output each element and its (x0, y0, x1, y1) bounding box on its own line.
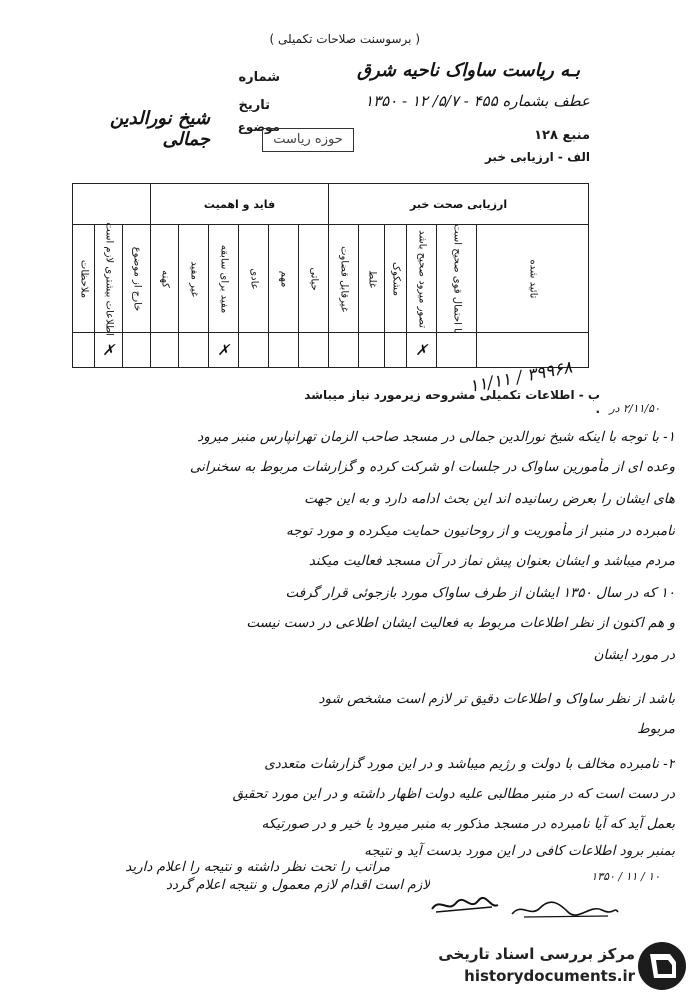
handwritten-file-number: ۱۱/۱۱ / ۳۹۹۶۸ (467, 357, 574, 398)
col-false: غلط (359, 225, 385, 333)
mark-cell (239, 333, 269, 368)
evaluation-table (72, 183, 589, 368)
body-line: ۱- با توجه با اینکه شیخ نورالدین جمالی در مسجد صاحب الزمان تهرانپارس منبر میرود (197, 429, 675, 445)
body-line: وعده ای از مأمورین ساواک در جلسات او شرکت کرده و گزارشات مربوط به سخنرانی (189, 459, 675, 475)
signature-date: ۱۰ / ۱۱ / ۱۳۵۰ (591, 870, 660, 883)
mark-cell (73, 333, 95, 368)
mark-cell: ✗ (407, 333, 437, 368)
mark-cell (179, 333, 209, 368)
section-a-heading: الف - ارزیابی خبر (484, 150, 590, 164)
col-important: مهم (269, 225, 299, 333)
mark-cell (329, 333, 359, 368)
group-empty (73, 184, 151, 225)
col-remarks: ملاحظات (73, 225, 95, 333)
source-line: منبع ۱۲۸ (534, 128, 590, 143)
body-line: مراتب را تحت نظر داشته و نتیجه را اعلام دارید (125, 859, 390, 875)
body-line: باشد از نظر ساواک و اطلاعات دقیق تر لازم است مشخص شود (318, 691, 675, 707)
group-importance: فاید و اهمیت (151, 184, 329, 225)
body-line: مربوط (637, 721, 675, 737)
body-line: در دست است که در منبر مطالبی علیه دولت اظهار داشته و در این مورد تحقیق (232, 786, 675, 802)
mark-cell: ✗ (95, 333, 123, 368)
col-confirmed: تائید شده (477, 225, 589, 333)
col-probably-true: با احتمال قوی صحیح است (437, 225, 477, 333)
mark-cell (299, 333, 329, 368)
mark-cell: ✗ (209, 333, 239, 368)
body-line: بمنبر برود اطلاعات کافی در این مورد بدست آید و نتیجه (364, 843, 675, 859)
document-subtitle: ( برسوسنت صلاحات تکمیلی ) (269, 32, 420, 46)
body-line: مردم میباشد و ایشان بعنوان پیش نماز در آن مسجد فعالیت میکند (308, 553, 675, 569)
section-b-heading: ب - اطلاعات تکمیلی مشروحه زیرمورد نیاز میباشد . (304, 388, 600, 416)
mark-row (73, 333, 589, 368)
body-line: بعمل آید که آیا نامبرده در مسجد مذکور به منبر میرود یا خیر و در صورتیکه (261, 816, 675, 832)
body-line: ۲- نامبرده مخالف با دولت و رژیم میباشد و در این مورد گزارشات متعددی (264, 756, 675, 772)
subject-label: موضوع (237, 120, 280, 134)
number-label: شماره (238, 70, 280, 85)
group-accuracy: ارزیابی صحت خبر (329, 184, 589, 225)
col-not-useful: غیر مفید (179, 225, 209, 333)
mark-cell (437, 333, 477, 368)
mark-cell (123, 333, 151, 368)
col-doubtful: مشکوک (385, 225, 407, 333)
mark-cell (269, 333, 299, 368)
subject-value: شیخ نورالدین جمالی (109, 108, 210, 150)
body-line: نامبرده در منبر از مأموریت و از روحانیون حمایت میکرده و مورد توجه (285, 523, 675, 539)
date-label: تاریخ (238, 98, 270, 113)
recipient-line: بـه ریاست ساواک ناحیه شرق (357, 60, 580, 81)
archive-logo-icon (636, 940, 688, 992)
handwritten-date: ۲/۱۱/۵۰ در (609, 402, 660, 415)
body-line: در مورد ایشان (593, 647, 675, 663)
col-ordinary: عادی (239, 225, 269, 333)
watermark-site: historydocuments.ir (464, 967, 635, 985)
body-line: و هم اکنون از نظر اطلاعات مربوط به فعالیت ایشان اطلاعی در دست نیست (246, 615, 675, 631)
body-line: لازم است اقدام لازم معمول و نتیجه اعلام گردد (165, 877, 430, 893)
col-useful-record: مفید برای سابقه (209, 225, 239, 333)
col-possibly-true: تصور میرود صحیح باشد (407, 225, 437, 333)
mark-cell (151, 333, 179, 368)
col-vital: حیاتی (299, 225, 329, 333)
group-header-row (73, 184, 589, 225)
col-more-info: اطلاعات بیشتری لازم است (95, 225, 123, 333)
reference-line: عطف بشماره ۴۵۵ - ۵/۷/ ۱۲ - ۱۳۵۰ (365, 92, 590, 110)
signature-scribble (430, 895, 500, 915)
col-old: کهنه (151, 225, 179, 333)
mark-cell (359, 333, 385, 368)
watermark-org: مرکز بررسی اسناد تاریخی (438, 945, 635, 963)
body-line: های ایشان را بعرض رسانیده اند این بحث ادامه دارد و به این جهت (304, 491, 675, 507)
office-stamp: حوزه ریاست (262, 128, 354, 152)
mark-cell (385, 333, 407, 368)
signature-scribble (510, 898, 620, 920)
col-undeterminable: غیرقابل قضاوت (329, 225, 359, 333)
body-line: ۱۰ که در سال ۱۳۵۰ ایشان از طرف ساواک مورد بازجوئی قرار گرفت (285, 585, 675, 601)
col-off-topic: خارج از موضوع (123, 225, 151, 333)
column-header-row (73, 225, 589, 333)
